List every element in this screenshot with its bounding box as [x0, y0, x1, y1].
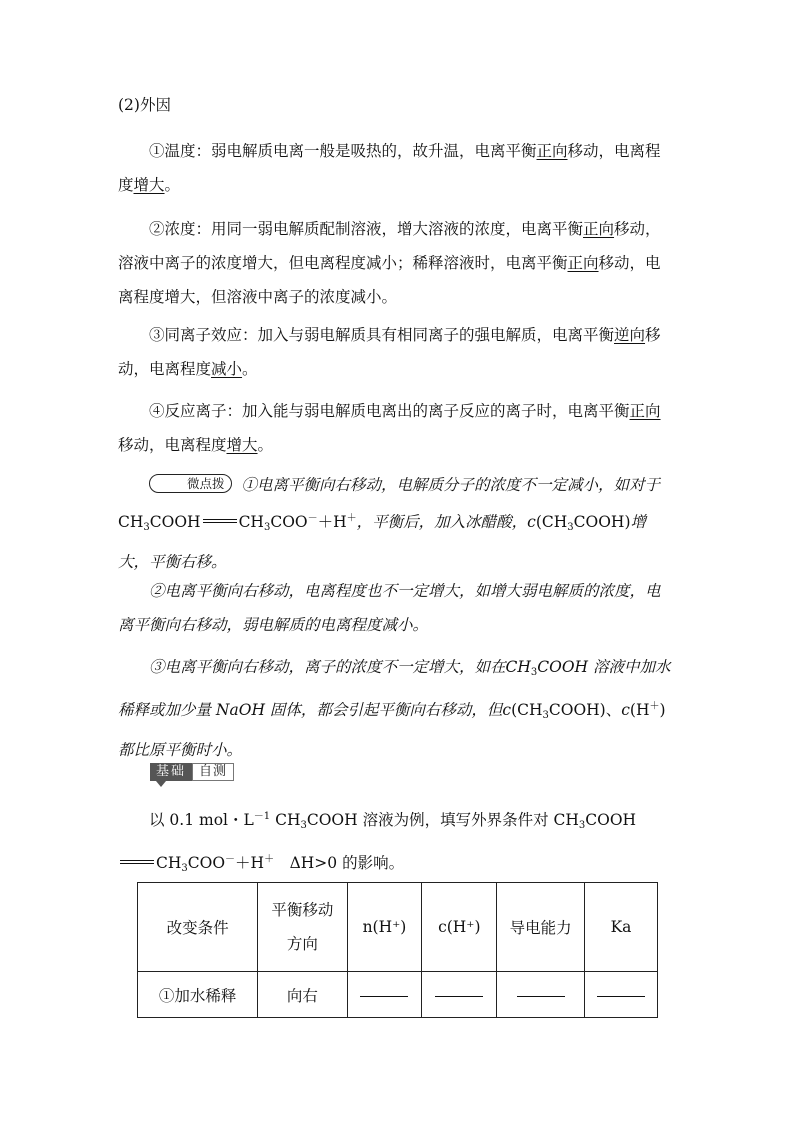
item-common-ion: ③同离子效应：加入与弱电解质具有相同离子的强电解质，电离平衡逆向移动，电离程度减小。 — [118, 326, 661, 378]
header-condition: 改变条件 — [138, 883, 258, 972]
header-conductivity: 导电能力 — [497, 883, 585, 972]
item-reactive-ion: ④反应离子：加入能与弱电解质电离出的离子反应的离子时，电离平衡正向移动，电离程度增大。 — [118, 402, 661, 454]
tip-paragraph-2: ②电离平衡向右移动，电离程度也不一定增大，如增大弱电解质的浓度，电离平衡向右移动，弱电解质的电离程度减小。 — [118, 582, 661, 634]
header-n-h: n(H⁺) — [347, 883, 422, 972]
section-badge: 基础 自测 — [150, 763, 234, 781]
item-concentration: ②浓度：用同一弱电解质配制溶液，增大溶液的浓度，电离平衡正向移动，溶液中离子的浓度增大，但电离程度减小；稀释溶液时，电离平衡正向移动，电离程度增大，但溶液中离子的浓度减小。 — [118, 220, 661, 306]
cell-direction: 向右 — [258, 972, 347, 1018]
table-row — [138, 972, 658, 1018]
section-heading: (2)外因 — [118, 96, 171, 114]
blank-c-h[interactable] — [422, 972, 497, 1018]
table-header-row — [138, 883, 658, 972]
header-direction: 平衡移动方向 — [258, 883, 347, 972]
blank-n-h[interactable] — [347, 972, 422, 1018]
tip-paragraph-1: 微点拨 ①电离平衡向右移动，电解质分子的浓度不一定减小，如对于$CH_3COOH$ $CH_3COO^-+H^+$，平衡后，加入冰醋酸，$c(CH_3COOH)$增大，平衡右移。 — [118, 476, 661, 571]
header-ka: Ka — [584, 883, 657, 972]
blank-ka[interactable] — [584, 972, 657, 1018]
equilibrium-arrow-icon — [120, 860, 154, 864]
equilibrium-arrow-icon — [203, 519, 237, 523]
badge-tail-icon — [156, 781, 166, 787]
blank-conductivity[interactable] — [497, 972, 585, 1018]
header-c-h: c(H⁺) — [422, 883, 497, 972]
cell-condition: ①加水稀释 — [138, 972, 258, 1018]
tip-paragraph-3: ③电离平衡向右移动，离子的浓度不一定增大，如在$CH_3COOH$ 溶液中加水稀释或加少量 NaOH 固体，都会引起平衡向右移动，但$c(CH_3COOH)$、c(H＋)都比原平衡时小。 — [118, 658, 671, 759]
item-temperature: ①温度：弱电解质电离一般是吸热的，故升温，电离平衡正向移动，电离程度增大。 — [118, 142, 661, 194]
exercise-prompt: 以 0.1 mol・$L^{-1}$ $CH_3COOH$ 溶液为例，填写外界条件对 $CH_3COOHCH_3COO^-+H^+$ ΔH>0 的影响。 — [118, 800, 674, 886]
conditions-table — [137, 882, 658, 1018]
tip-tag: 微点拨 — [149, 474, 232, 493]
